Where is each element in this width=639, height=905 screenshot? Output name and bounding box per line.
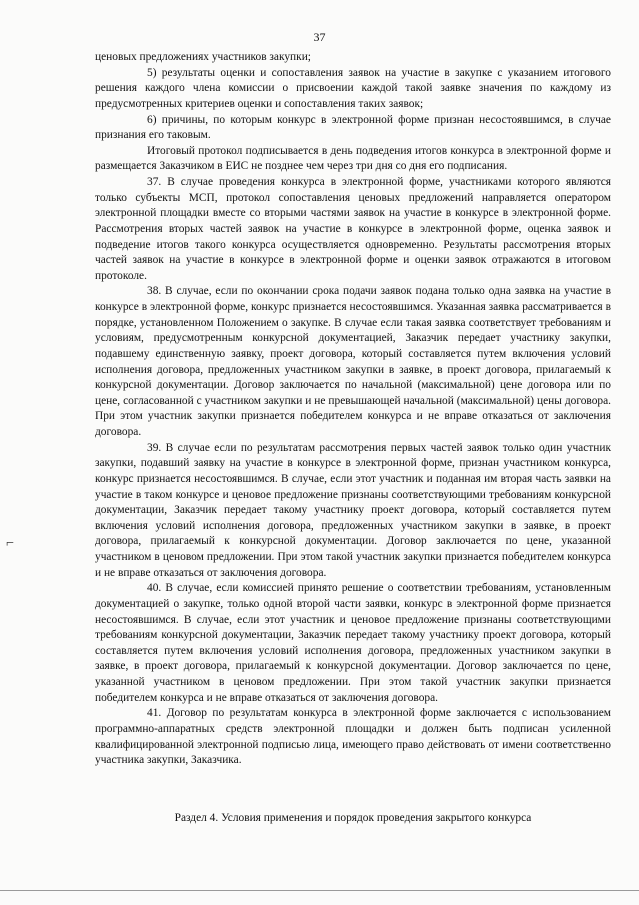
page-number: 37 xyxy=(313,30,326,44)
paragraph-continuation: ценовых предложениях участников закупки; xyxy=(95,51,311,63)
paragraph-item-5: 5) результаты оценки и сопоставления заявок на участие в закупке с указанием итогового решения каждого члена комиссии о присвоении каждой такой заявке значения по каждому из предусмотренных критериев оценки и сопоставления таких заявок; xyxy=(95,66,611,110)
margin-mark: ⌐ xyxy=(6,536,14,551)
paragraph-item-6: 6) причины, по которым конкурс в электронной форме признан несостоявшимся, в случае признания его таковым. xyxy=(95,113,611,142)
body-text xyxy=(95,50,611,769)
paragraph-37: 37. В случае проведения конкурса в электронной форме, участниками которого являются только субъекты МСП, протокол сопоставления ценовых предложений направляется оператором электронной площадки вместе со вторыми частями заявок на участие в конкурсе в электронной форме. Рассмотрения вторых частей заявок на участие в конкурсе в электронной форме, оценка заявок и подведение итогов такого конкурса осуществляется одновременно. Результаты рассмотрения вторых частей заявок на участие в конкурсе в электронной форме и оценки заявок отражаются в итоговом протоколе. xyxy=(95,176,611,282)
paragraph-final-protocol: Итоговый протокол подписывается в день подведения итогов конкурса в электронной форме и размещается Заказчиком в ЕИС не позднее чем через три дня со дня его подписания. xyxy=(95,144,611,173)
bottom-rule xyxy=(0,890,639,891)
paragraph-41: 41. Договор по результатам конкурса в электронной форме заключается с использованием программно-аппаратных средств электронной площадки и должен быть подписан усиленной квалифицированной электронной подписью лица, имеющего право действовать от имени соответственно участника закупки, Заказчика. xyxy=(95,707,611,767)
section-heading: Раздел 4. Условия применения и порядок проведения закрытого конкурса xyxy=(174,812,532,824)
paragraph-40: 40. В случае, если комиссией принято решение о соответствии требованиям, установленным документацией о закупке, только одной второй части заявки, конкурс в электронной форме признается несостоявшимся. В случае, если этот участник и ценовое предложение признаны соответствующими требованиям конкурсной документации, Заказчик передает такому участнику проект договора, который составляется путем включения условий исполнения договора, предложенных участником закупки в заявке, в проект договора, прилагаемый к конкурсной документации. Договор заключается по цене, указанной участником в ценовом предложении. При этом такой участник закупки признается победителем конкурса и не вправе отказаться от заключения договора. xyxy=(95,582,611,704)
paragraph-39: 39. В случае если по результатам рассмотрения первых частей заявок только один участник закупки, подавший заявку на участие в конкурсе в электронной форме, признан участником конкурса, конкурс признается несостоявшимся. В случае, если этот участник и поданная им вторая часть заявки на участие в таком конкурсе и ценовое предложение признаны соответствующими требованиям конкурсной документации, Заказчик передает такому участнику проект договора, который составляется путем включения условий исполнения договора, предложенных участником закупки в заявке, в проект договора, прилагаемый к конкурсной документации. Договор заключается по цене, указанной участником в ценовом предложении. При этом такой участник закупки признается победителем конкурса и не вправе отказаться от заключения договора. xyxy=(95,441,611,579)
paragraph-38: 38. В случае, если по окончании срока подачи заявок подана только одна заявка на участие в конкурсе в электронной форме, конкурс признается несостоявшимся. Указанная заявка рассматривается в порядке, установленном Положением о закупке. В случае если такая заявка соответствует требованиям и условиям, предусмотренным конкурсной документацией, Заказчик передает участнику закупки, подавшему единственную заявку, проект договора, который составляется путем включения условий исполнения договора, предложенных участником закупки в заявке, в проект договора, прилагаемый к конкурсной документации. Договор заключается по начальной (максимальной) цене договора или по цене, согласованной с участником закупки и не превышающей начальной (максимальной) цены договора. При этом участник закупки признается победителем конкурса и не вправе отказаться от заключения договора. xyxy=(95,285,611,438)
